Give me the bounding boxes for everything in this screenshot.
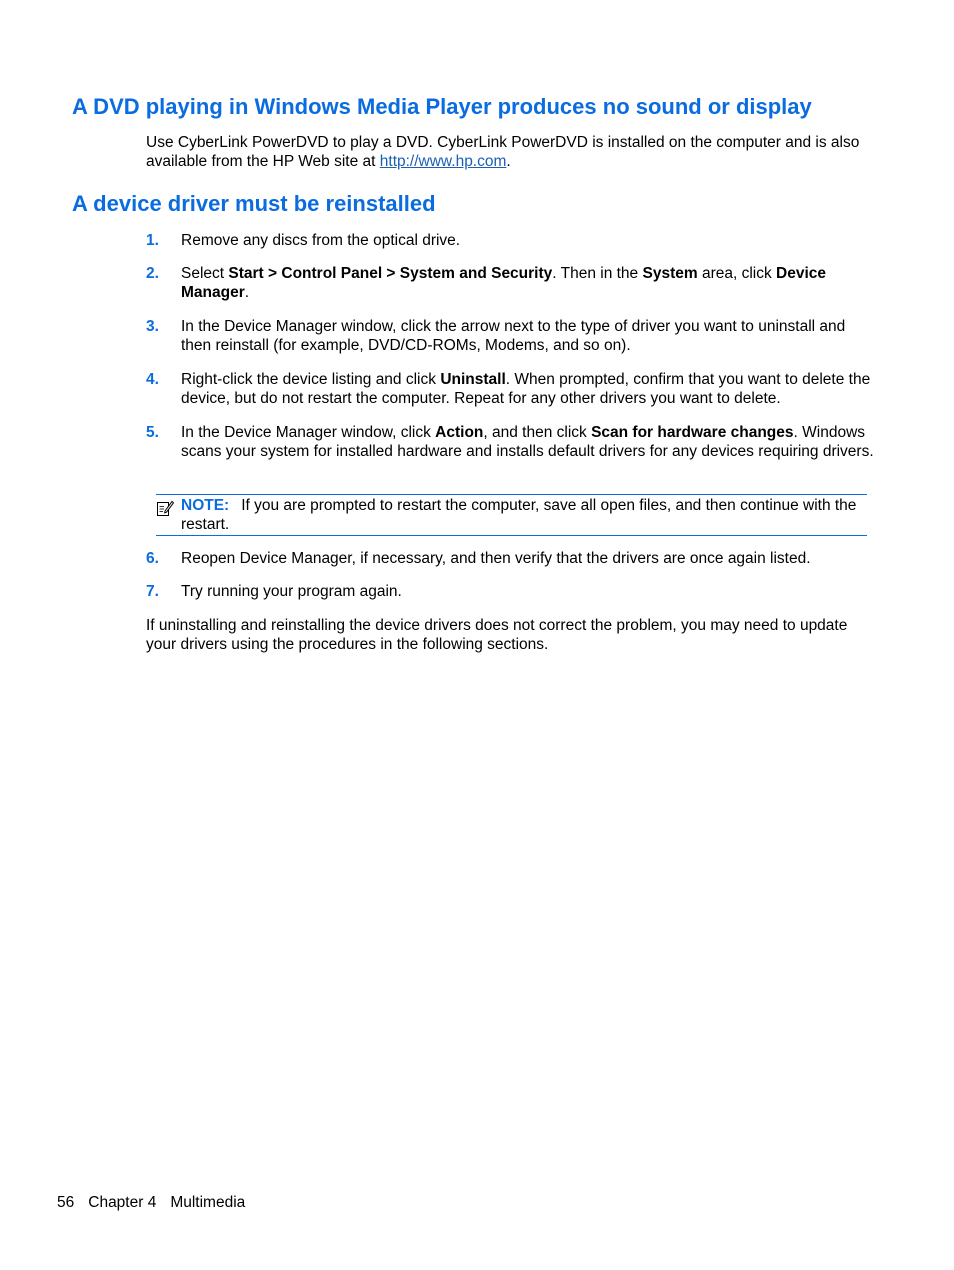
step-emphasis: Start > Control Panel > System and Security	[228, 265, 553, 282]
step-fragment: . When prompted, confirm that you want to delete the device, but do not restart the computer. Repeat for any other drivers you want to delete.	[181, 371, 871, 407]
step-fragment: In the Device Manager window, click	[181, 424, 436, 441]
step-text	[181, 582, 876, 601]
step-fragment: Try running your program again.	[181, 583, 402, 600]
step-text	[181, 423, 876, 461]
step-number: 5.	[146, 424, 159, 441]
step-fragment: Remove any discs from the optical drive.	[181, 232, 461, 249]
step-fragment: In the Device Manager window, click the arrow next to the type of driver you want to uninstall and then reinstall (for example, DVD/CD-ROMs, Modems, and so on).	[181, 318, 846, 354]
step-text	[181, 549, 876, 568]
hp-website-link[interactable]: http://www.hp.com	[379, 153, 507, 170]
step-number: 6.	[146, 550, 159, 567]
step-fragment: Reopen Device Manager, if necessary, and then verify that the drivers are once again listed.	[181, 550, 811, 567]
step-fragment: Right-click the device listing and click	[181, 371, 441, 388]
section-heading-driver: A device driver must be reinstalled	[72, 191, 436, 216]
step-emphasis: Scan for hardware changes	[591, 424, 794, 441]
step-number: 3.	[146, 318, 159, 335]
dvd-paragraph-end: .	[506, 153, 511, 170]
step-text	[181, 231, 876, 250]
note-text	[181, 496, 867, 534]
dvd-paragraph	[146, 133, 876, 171]
note-box	[156, 494, 867, 536]
note-pencil-icon	[156, 499, 174, 517]
chapter-label: Chapter 4	[88, 1194, 157, 1211]
step-number: 1.	[146, 232, 159, 249]
closing-paragraph: If uninstalling and reinstalling the device drivers does not correct the problem, you may need to update your drivers using the procedures in the following sections.	[146, 617, 848, 653]
step-number: 4.	[146, 371, 159, 388]
note-body: If you are prompted to restart the computer, save all open files, and then continue with the restart.	[181, 497, 857, 533]
step-emphasis: System	[642, 265, 698, 282]
step-fragment: . Windows scans your system for installed hardware and installs default drivers for any devices requiring drivers.	[181, 424, 874, 460]
step-emphasis: Uninstall	[440, 371, 506, 388]
step-fragment: , and then click	[483, 424, 592, 441]
step-fragment: .	[244, 284, 250, 301]
note-label: NOTE:	[181, 497, 230, 514]
step-emphasis: Action	[435, 424, 484, 441]
page-number: 56	[57, 1194, 75, 1211]
page-footer	[57, 1193, 259, 1212]
step-text	[181, 264, 876, 302]
step-fragment: area, click	[697, 265, 777, 282]
chapter-title: Multimedia	[170, 1194, 246, 1211]
step-number: 7.	[146, 583, 159, 600]
section-heading-dvd: A DVD playing in Windows Media Player produces no sound or display	[72, 94, 812, 119]
step-number: 2.	[146, 265, 159, 282]
step-text	[181, 317, 876, 355]
step-emphasis: Device Manager	[181, 265, 827, 301]
dvd-paragraph-text: Use CyberLink PowerDVD to play a DVD. CyberLink PowerDVD is installed on the computer and is also available from the HP Web site at	[146, 134, 860, 170]
step-fragment: Select	[181, 265, 229, 282]
step-text	[181, 370, 876, 408]
step-fragment: . Then in the	[552, 265, 643, 282]
